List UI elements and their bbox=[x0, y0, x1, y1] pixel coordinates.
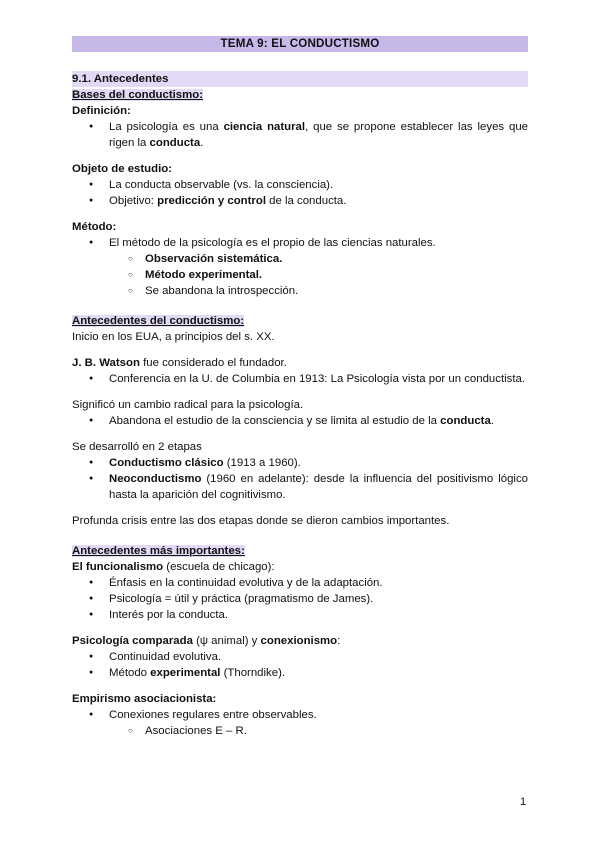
metodo-label: Método: bbox=[72, 221, 117, 233]
section-heading: 9.1. Antecedentes bbox=[72, 71, 528, 87]
list-item: ● Objetivo: predicción y control de la conducta. bbox=[72, 193, 528, 209]
definicion-label: Definición: bbox=[72, 105, 131, 117]
list-item: ● El método de la psicología es el propio de las ciencias naturales. bbox=[72, 235, 528, 251]
page-number: 1 bbox=[520, 796, 527, 808]
list-item: ● Interés por la conducta. bbox=[72, 607, 528, 623]
comparada-list bbox=[72, 649, 528, 681]
list-item: ● Método experimental (Thorndike). bbox=[72, 665, 528, 681]
objeto-label: Objeto de estudio: bbox=[72, 163, 172, 175]
list-item: ● La conducta observable (vs. la consciencia). bbox=[72, 177, 528, 193]
cambio-list bbox=[72, 413, 528, 429]
metodo-list bbox=[72, 235, 528, 299]
paragraph: El funcionalismo (escuela de chicago): bbox=[72, 561, 275, 573]
list-item: ● Conferencia en la U. de Columbia en 1913: La Psicología vista por un conductista. bbox=[72, 371, 528, 387]
paragraph: Inicio en los EUA, a principios del s. XX. bbox=[72, 331, 275, 343]
paragraph: J. B. Watson fue considerado el fundador. bbox=[72, 357, 287, 369]
list-item: ● La psicología es una ciencia natural, que se propone establecer las leyes que rigen la conducta. bbox=[72, 119, 528, 151]
empirismo-label: Empirismo asociacionista: bbox=[72, 693, 217, 705]
list-item: ● Psicología = útil y práctica (pragmatismo de James). bbox=[72, 591, 528, 607]
list-item: ● Continuidad evolutiva. bbox=[72, 649, 528, 665]
list-item: ● Conductismo clásico (1913 a 1960). bbox=[72, 455, 528, 471]
paragraph: Psicología comparada (ψ animal) y conexionismo: bbox=[72, 635, 341, 647]
list-item: ● Neoconductismo (1960 en adelante): desde la influencia del positivismo lógico hasta la aparición del cognitivismo. bbox=[72, 471, 528, 503]
sub-list-item: ○ Método experimental. bbox=[72, 267, 528, 283]
watson-list bbox=[72, 371, 528, 387]
sub-list-item: ○ Observación sistemática. bbox=[72, 251, 528, 267]
paragraph: Se desarrolló en 2 etapas bbox=[72, 441, 202, 453]
empirismo-list bbox=[72, 707, 528, 739]
document-title: TEMA 9: EL CONDUCTISMO bbox=[72, 36, 528, 52]
antecedentes-heading: Antecedentes del conductismo: bbox=[72, 315, 245, 327]
etapas-list bbox=[72, 455, 528, 503]
list-item: ● Abandona el estudio de la consciencia y se limita al estudio de la conducta. bbox=[72, 413, 528, 429]
sub-list-item: ○ Se abandona la introspección. bbox=[72, 283, 528, 299]
paragraph: Significó un cambio radical para la psicología. bbox=[72, 399, 304, 411]
bases-heading: Bases del conductismo: bbox=[72, 89, 204, 101]
objeto-list bbox=[72, 177, 528, 209]
paragraph: Profunda crisis entre las dos etapas donde se dieron cambios importantes. bbox=[72, 515, 450, 527]
sub-list-item: ○ Asociaciones E – R. bbox=[72, 723, 528, 739]
definicion-list bbox=[72, 119, 528, 151]
funcionalismo-list bbox=[72, 575, 528, 623]
list-item: ● Énfasis en la continuidad evolutiva y de la adaptación. bbox=[72, 575, 528, 591]
importantes-heading: Antecedentes más importantes: bbox=[72, 545, 245, 557]
list-item: ● Conexiones regulares entre observables. bbox=[72, 707, 528, 723]
document-page bbox=[72, 36, 528, 739]
